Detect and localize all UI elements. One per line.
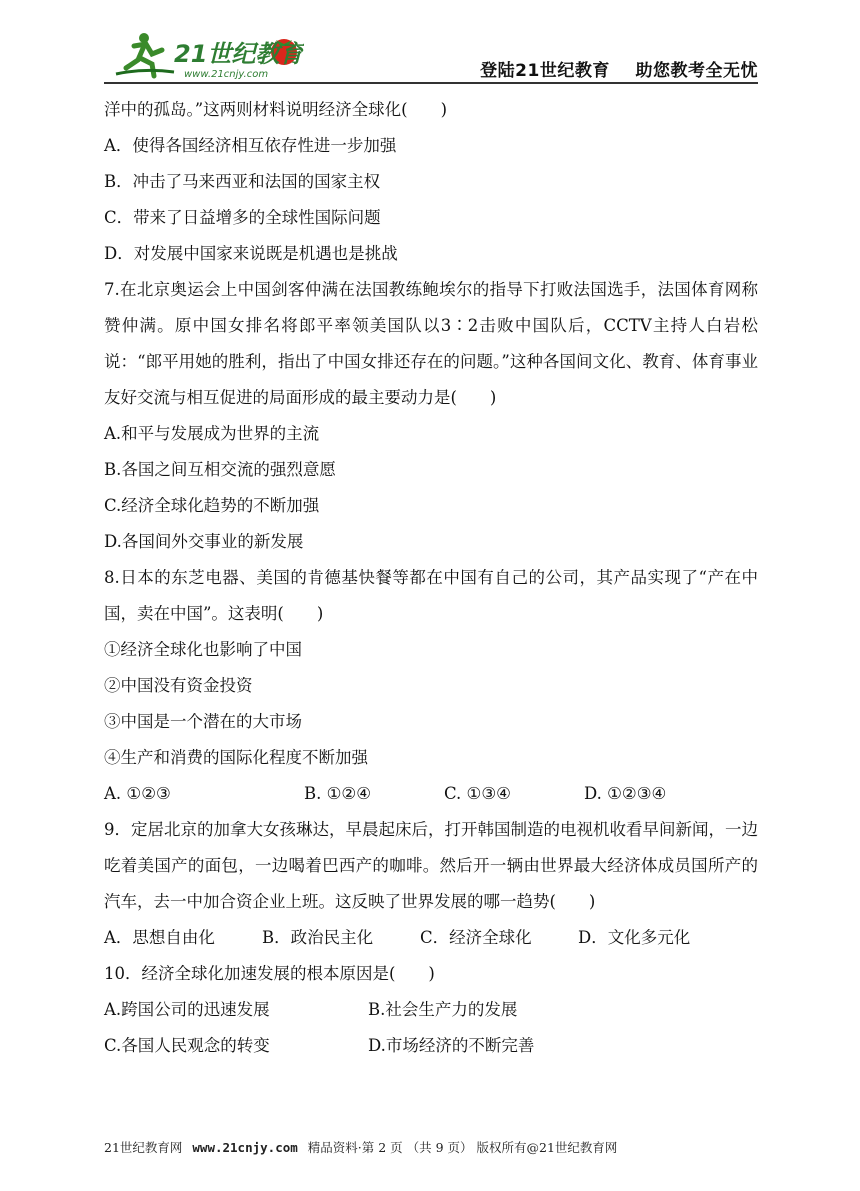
q6-option-a: A．使得各国经济相互依存性进一步加强 (104, 136, 397, 155)
q7-option-d: D.各国间外交事业的新发展 (104, 532, 304, 551)
logo-text: 21世纪教育 (174, 40, 304, 68)
page-header (104, 28, 758, 84)
q6-option-d: D．对发展中国家来说既是机遇也是挑战 (104, 244, 398, 263)
q7-option-c: C.经济全球化趋势的不断加强 (104, 496, 320, 515)
q9-option-d: D．文化多元化 (578, 928, 691, 947)
page-footer (104, 1138, 758, 1156)
q8-stem: 8.日本的东芝电器、美国的肯德基快餐等都在中国有自己的公司，其产品实现了“产在中国，卖在中国”。这表明( ) (104, 568, 758, 623)
q10-option-d: D.市场经济的不断完善 (368, 1036, 535, 1055)
q7-option-a: A.和平与发展成为世界的主流 (104, 424, 320, 443)
q9-stem: 9．定居北京的加拿大女孩琳达，早晨起床后，打开韩国制造的电视机收看早间新闻，一边吃着美国产的面包，一边喝着巴西产的咖啡。然后开一辆由世界最大经济体成员国所产的汽车，去一中加合资企业上班。这反映了世界发展的哪一趋势( ) (104, 820, 758, 911)
q10-option-c: C.各国人民观念的转变 (104, 1036, 270, 1055)
footer-site-link[interactable]: www.21cnjy.com (192, 1140, 298, 1155)
q7-stem: 7.在北京奥运会上中国剑客仲满在法国教练鲍埃尔的指导下打败法国选手，法国体育网称赞仲满。原中国女排名将郎平率领美国队以3∶2击败中国队后，CCTV主持人白岩松说：“郎平用她的胜利，指出了中国女排还存在的问题。”这种各国间文化、教育、体育事业友好交流与相互促进的局面形成的最主要动力是( ) (104, 280, 758, 407)
q8-item-1: ①经济全球化也影响了中国 (104, 640, 302, 659)
logo-url: www.21cnjy.com (184, 69, 269, 80)
q9-option-c: C．经济全球化 (420, 928, 532, 947)
q9-option-b: B．政治民主化 (262, 928, 374, 947)
q10-options-row2 (104, 1028, 758, 1064)
q10-stem: 10．经济全球化加速发展的根本原因是( ) (104, 964, 435, 983)
q6-stem-tail: 洋中的孤岛。”这两则材料说明经济全球化( ) (104, 100, 448, 119)
running-figure-icon (116, 33, 174, 76)
footer-right: 精品资料·第 2 页 （共 9 页） 版权所有@21世纪教育网 (307, 1140, 618, 1155)
q8-option-d: D. ①②③④ (584, 784, 667, 803)
q8-item-3: ③中国是一个潜在的大市场 (104, 712, 302, 731)
header-divider (104, 82, 758, 84)
q8-option-c: C. ①③④ (444, 784, 511, 803)
q10-option-a: A.跨国公司的迅速发展 (104, 1000, 270, 1019)
q8-option-a: A. ①②③ (104, 784, 171, 803)
q6-option-c: C．带来了日益增多的全球性国际问题 (104, 208, 381, 227)
q8-item-4: ④生产和消费的国际化程度不断加强 (104, 748, 368, 767)
q10-options-row1 (104, 992, 758, 1028)
header-slogan: 登陆21世纪教育 助您教考全无忧 (480, 61, 758, 81)
q9-option-a: A．思想自由化 (104, 928, 215, 947)
q10-option-b: B.社会生产力的发展 (368, 1000, 518, 1019)
q6-option-b: B．冲击了马来西亚和法国的国家主权 (104, 172, 381, 191)
q8-item-2: ②中国没有资金投资 (104, 676, 253, 695)
q8-option-b: B. ①②④ (304, 784, 371, 803)
footer-left: 21世纪教育网 (104, 1140, 183, 1155)
q7-option-b: B.各国之间互相交流的强烈意愿 (104, 460, 336, 479)
q9-options (104, 920, 758, 956)
logo (104, 28, 304, 84)
q8-options (104, 776, 758, 812)
document-body (104, 92, 758, 1064)
